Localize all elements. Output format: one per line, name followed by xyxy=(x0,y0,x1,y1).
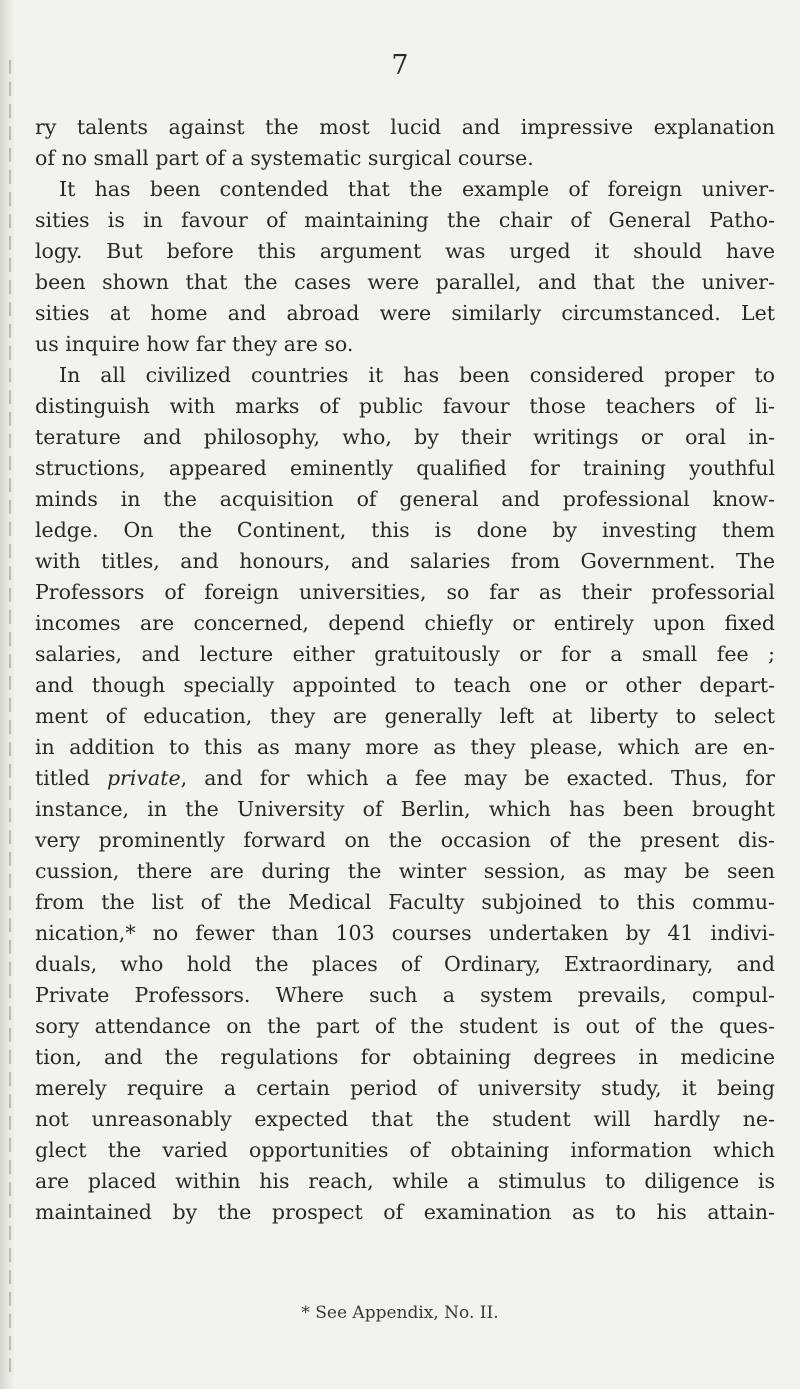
text-line: not unreasonably expected that the student will hardly ne- xyxy=(35,1107,775,1131)
text-line: nication,* no fewer than 103 courses undertaken by 41 indivi- xyxy=(35,921,775,945)
text-line-segment: titled xyxy=(35,766,107,790)
text-line: merely require a certain period of university study, it being xyxy=(35,1076,775,1100)
text-line: sities is in favour of maintaining the chair of General Patho- xyxy=(35,208,775,232)
text-line: terature and philosophy, who, by their writings or oral in- xyxy=(35,425,775,449)
text-line: cussion, there are during the winter session, as may be seen xyxy=(35,859,775,883)
text-line: of no small part of a systematic surgical course. xyxy=(35,146,534,170)
binding-edge-marks xyxy=(9,60,11,1380)
text-line: logy. But before this argument was urged it should have xyxy=(35,239,775,263)
text-line: incomes are concerned, depend chiefly or entirely upon fixed xyxy=(35,611,775,635)
text-line: ment of education, they are generally left at liberty to select xyxy=(35,704,775,728)
text-line: been shown that the cases were parallel, and that the univer- xyxy=(35,270,775,294)
text-line: instance, in the University of Berlin, which has been brought xyxy=(35,797,775,821)
text-line: In all civilized countries it has been considered proper to xyxy=(59,363,775,387)
text-line-segment: , and for which a fee may be exacted. Thus, for xyxy=(180,766,775,790)
text-line: glect the varied opportunities of obtaining information which xyxy=(35,1138,775,1162)
emphasized-word: private xyxy=(106,766,181,790)
text-line: and though specially appointed to teach one or other depart- xyxy=(35,673,775,697)
text-line: ry talents against the most lucid and impressive explanation xyxy=(35,115,775,139)
text-line: structions, appeared eminently qualified for training youthful xyxy=(35,456,775,480)
text-line: from the list of the Medical Faculty subjoined to this commu- xyxy=(35,890,775,914)
body-text xyxy=(35,112,775,1228)
text-line: with titles, and honours, and salaries from Government. The xyxy=(35,549,775,573)
text-line: us inquire how far they are so. xyxy=(35,332,354,356)
text-line: minds in the acquisition of general and professional know- xyxy=(35,487,775,511)
text-line xyxy=(35,763,775,794)
text-line: Private Professors. Where such a system prevails, compul- xyxy=(35,983,775,1007)
binding-gutter xyxy=(0,0,14,1389)
text-line: sities at home and abroad were similarly circumstanced. Let xyxy=(35,301,775,325)
footnote: * See Appendix, No. II. xyxy=(301,1303,499,1323)
text-line: Professors of foreign universities, so far as their professorial xyxy=(35,580,775,604)
text-line: tion, and the regulations for obtaining degrees in medicine xyxy=(35,1045,775,1069)
text-line: in addition to this as many more as they please, which are en- xyxy=(35,735,775,759)
text-line: are placed within his reach, while a stimulus to diligence is xyxy=(35,1169,775,1193)
text-line: duals, who hold the places of Ordinary, Extraordinary, and xyxy=(35,952,775,976)
text-line: It has been contended that the example of foreign univer- xyxy=(59,177,775,201)
text-line: ledge. On the Continent, this is done by investing them xyxy=(35,518,775,542)
page-number: 7 xyxy=(391,50,409,81)
text-line: distinguish with marks of public favour those teachers of li- xyxy=(35,394,775,418)
text-line: sory attendance on the part of the student is out of the ques- xyxy=(35,1014,775,1038)
text-line: salaries, and lecture either gratuitously or for a small fee ; xyxy=(35,642,775,666)
text-line: maintained by the prospect of examination as to his attain- xyxy=(35,1200,775,1224)
text-line: very prominently forward on the occasion of the present dis- xyxy=(35,828,775,852)
